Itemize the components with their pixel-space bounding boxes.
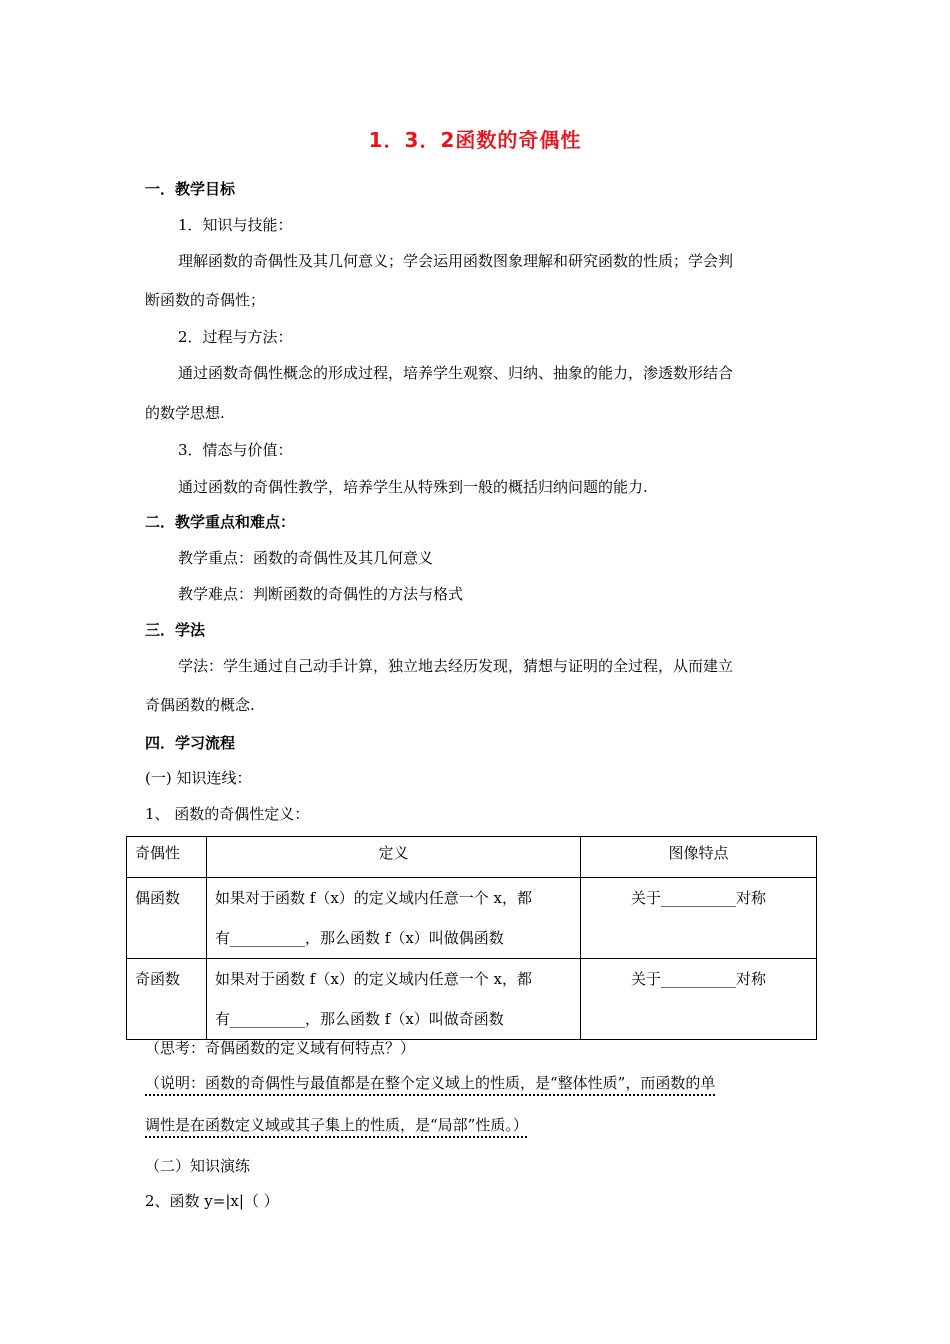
goal-2-text-line1: 通过函数奇偶性概念的形成过程，培养学生观察、归纳、抽象的能力，渗透数形结合 [178, 364, 734, 382]
table-header-row [127, 837, 817, 878]
goal-2-text-line2: 的数学思想. [145, 404, 225, 422]
goal-3-text: 通过函数的奇偶性教学，培养学生从特殊到一般的概括归纳问题的能力. [178, 478, 648, 496]
table-row [127, 878, 817, 959]
key-point: 教学重点：函数的奇偶性及其几何意义 [178, 549, 434, 567]
method-text-line2: 奇偶函数的概念. [145, 696, 255, 714]
parity-table [126, 836, 817, 1040]
section-heading-goals: 一．教学目标 [145, 180, 236, 198]
section-heading-key-points: 二．教学重点和难点： [145, 513, 296, 531]
subsection-practice: （二）知识演练 [145, 1157, 251, 1175]
question-2: 2、函数 y=|x|（ ） [145, 1192, 279, 1210]
row-definition-even [207, 878, 581, 959]
page-title: 1．3．2函数的奇偶性 [368, 128, 582, 152]
row-feature-even: 关于__________对称 [581, 878, 817, 959]
row-feature-odd: 关于__________对称 [581, 959, 817, 1040]
section-heading-flow: 四．学习流程 [145, 734, 236, 752]
row-definition-odd [207, 959, 581, 1040]
section-heading-method: 三．学法 [145, 621, 206, 639]
row-type-even: 偶函数 [127, 878, 207, 959]
goal-1-label: 1．知识与技能： [178, 216, 293, 234]
row-type-odd: 奇函数 [127, 959, 207, 1040]
item-parity-definition: 1、 函数的奇偶性定义： [145, 805, 310, 823]
header-parity: 奇偶性 [127, 837, 207, 878]
goal-2-label: 2．过程与方法： [178, 328, 293, 346]
goal-3-label: 3．情态与价值： [178, 441, 293, 459]
header-definition: 定义 [207, 837, 581, 878]
goal-1-text-line1: 理解函数的奇偶性及其几何意义；学会运用函数图象理解和研究函数的性质；学会判 [178, 252, 734, 270]
definition-line: 有__________，那么函数 f（x）叫做偶函数 [215, 929, 504, 947]
table-row [127, 959, 817, 1040]
header-graph-feature: 图像特点 [581, 837, 817, 878]
explain-note-line1: （说明：函数的奇偶性与最值都是在整个定义域上的性质，是“整体性质”，而函数的单 [145, 1074, 716, 1092]
difficulty-point: 教学难点：判断函数的奇偶性的方法与格式 [178, 585, 464, 603]
definition-line: 如果对于函数 f（x）的定义域内任意一个 x，都 [215, 970, 533, 988]
definition-line: 有__________，那么函数 f（x）叫做奇函数 [215, 1010, 504, 1028]
goal-1-text-line2: 断函数的奇偶性； [145, 291, 266, 309]
definition-line: 如果对于函数 f（x）的定义域内任意一个 x，都 [215, 889, 533, 907]
explain-note-line2: 调性是在函数定义域或其子集上的性质，是“局部”性质。） [145, 1116, 528, 1134]
method-text-line1: 学法：学生通过自己动手计算，独立地去经历发现，猜想与证明的全过程，从而建立 [178, 657, 734, 675]
subsection-knowledge-link: (一) 知识连线： [145, 769, 252, 787]
think-note: （思考：奇偶函数的定义域有何特点？） [145, 1039, 416, 1057]
